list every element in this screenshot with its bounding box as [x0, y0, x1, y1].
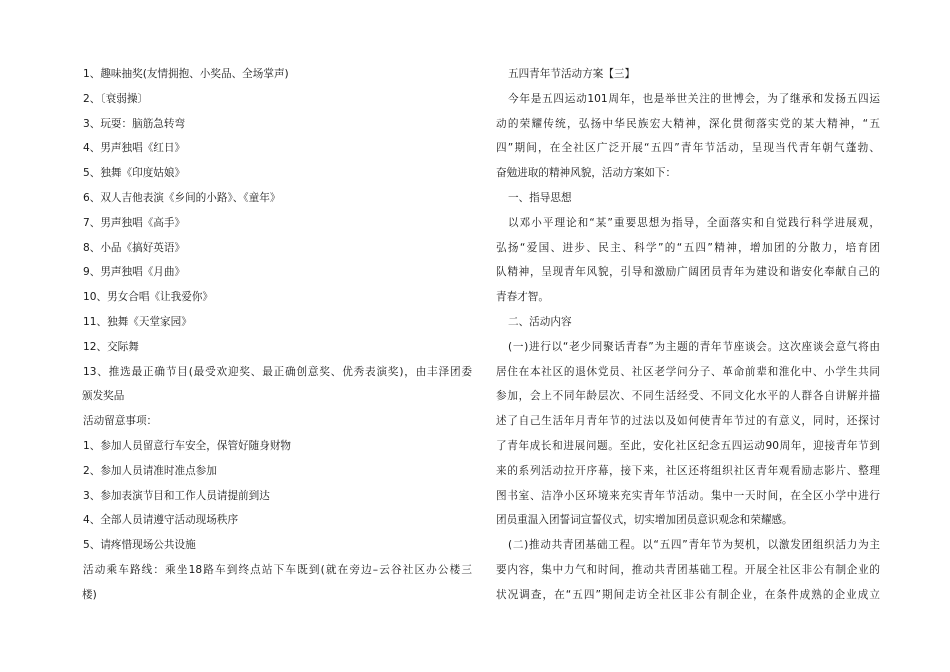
activity-one-line: 居住在本社区的退休党员、社区老学问分子、革命前辈和淮化中、小学生共同 — [496, 365, 880, 378]
program-item-13: 13、推选最正确节目(最受欢迎奖、最正确创意奖、优秀表演奖)，由丰泽团委 — [83, 365, 472, 378]
bus-route-text-continued: 楼) — [82, 588, 97, 601]
program-item-11: 11、独舞《天堂家园》 — [83, 315, 192, 328]
note-item-5: 5、请疼惜现场公共设施 — [83, 539, 196, 552]
note-item-3: 3、参加表演节目和工作人员请提前到达 — [83, 489, 270, 502]
ideology-paragraph-line: 弘扬“爱国、进步、民主、科学”的“五四”精神，增加团的分散力，培育团 — [496, 241, 880, 254]
note-item-1: 1、参加人员留意行车安全，保管好随身财物 — [83, 439, 292, 452]
program-item-9: 9、男声独唱《月曲》 — [83, 266, 186, 279]
program-item-4: 4、男声独唱《红日》 — [83, 142, 186, 155]
notes-heading: 活动留意事项： — [83, 415, 158, 428]
program-item-3: 3、玩耍：脑筋急转弯 — [83, 117, 186, 130]
ideology-paragraph-line: 队精神，呈现青年风貌，引导和激励广阔团员青年为建设和谐安化奉献自己的 — [496, 266, 880, 279]
heading-activity-content: 二、活动内容 — [508, 315, 572, 328]
intro-paragraph-line: 四”期间，在全社区广泛开展“五四”青年节活动，呈现当代青年朝气蓬勃、 — [496, 142, 880, 155]
intro-paragraph-line: 动的荣耀传统，弘扬中华民族宏大精神，深化贯彻落实党的某大精神，“五 — [496, 117, 880, 130]
program-item-8: 8、小品《搞好英语》 — [83, 241, 186, 254]
program-item-10: 10、男女合唱《让我爱你》 — [83, 291, 214, 304]
program-item-7: 7、男声独唱《高手》 — [83, 216, 186, 229]
intro-paragraph-line: 奋勉进取的精神风貌，活动方案如下： — [496, 167, 677, 180]
program-item-1: 1、趣味抽奖(友情拥抱、小奖品、全场掌声) — [83, 68, 289, 80]
activity-one-line: 团员重温入团誓词宣誓仪式，切实增加团员意识观念和荣耀感。 — [496, 514, 793, 527]
activity-two-line: (二)推动共青团基础工程。以“五四”青年节为契机，以激发团组织活力为主 — [508, 539, 880, 552]
program-item-6: 6、双人吉他表演《乡间的小路》、《童年》 — [83, 191, 281, 204]
right-column — [496, 62, 880, 608]
activity-two-line: 状况调查，在“五四”期间走访全社区非公有制企业，在条件成熟的企业成立 — [496, 588, 880, 601]
bus-route-text: 活动乘车路线：乘坐18路车到终点站下车既到(就在旁边–云谷社区办公楼三 — [83, 563, 472, 576]
intro-paragraph-line: 今年是五四运动101周年，也是举世关注的世博会，为了继承和发扬五四运 — [508, 92, 880, 105]
left-column — [82, 62, 472, 608]
ideology-paragraph-line: 青春才智。 — [496, 291, 549, 304]
activity-two-line: 要内容，集中力气和时间，推动共青团基础工程。开展全社区非公有制企业的 — [496, 563, 880, 576]
activity-one-line: 图书室、洁净小区环境来充实青年节活动。集中一天时间，在全区小学中进行 — [496, 489, 880, 502]
activity-one-line: (一)进行以“老少同聚话青春”为主题的青年节座谈会。这次座谈会意气将由 — [508, 340, 880, 353]
note-item-4: 4、全部人员请遵守活动现场秩序 — [83, 514, 239, 527]
activity-one-line: 参加，会上不同年龄层次、不同生活经受、不同文化水平的人群各自讲解并描 — [496, 390, 880, 403]
program-item-5: 5、独舞《印度姑娘》 — [83, 167, 186, 180]
program-item-13-continued: 颁发奖品 — [82, 390, 125, 403]
program-item-2: 2、〔衰弱操〕 — [83, 92, 149, 105]
section-title: 五四青年节活动方案【三】 — [508, 68, 636, 80]
activity-one-line: 来的系列活动拉开序幕，接下来，社区还将组织社区青年观看励志影片、整理 — [496, 464, 880, 477]
activity-one-line: 述了自己生活年月青年节的过法以及如何使青年节过的有意义，同时，还探讨 — [496, 415, 880, 428]
program-item-12: 12、交际舞 — [83, 340, 139, 353]
ideology-paragraph-line: 以邓小平理论和“某”重要思想为指导，全面落实和自觉践行科学进展观， — [508, 216, 880, 229]
heading-guiding-ideology: 一、指导思想 — [508, 191, 572, 204]
note-item-2: 2、参加人员请准时准点参加 — [83, 464, 217, 477]
activity-one-line: 了青年成长和进展问题。至此，安化社区纪念五四运动90周年，迎接青年节到 — [496, 439, 880, 452]
